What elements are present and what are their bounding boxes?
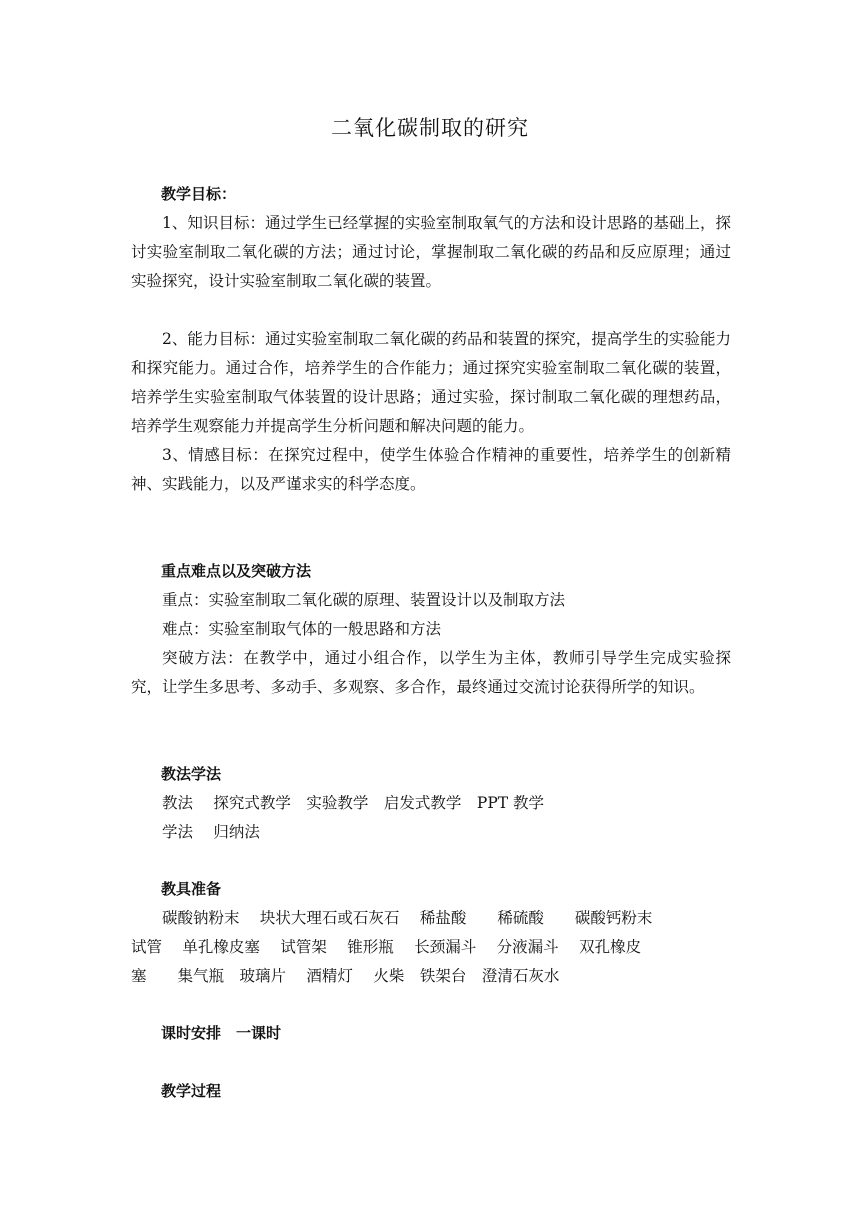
learning-methods: 学法 归纳法	[162, 823, 260, 841]
equipment-line-2: 试管 单孔橡皮塞 试管架 锥形瓶 长颈漏斗 分液漏斗 双孔橡皮	[131, 938, 642, 956]
process-heading: 教学过程	[161, 1082, 222, 1100]
objectives-heading: 教学目标：	[161, 185, 237, 203]
key-points-section	[131, 557, 731, 702]
equipment-line-3: 塞 集气瓶 玻璃片 酒精灯 火柴 铁架台 澄清石灰水	[131, 967, 560, 985]
difficulty-point: 难点：实验室制取气体的一般思路和方法	[162, 620, 442, 638]
equipment-section	[131, 875, 731, 991]
knowledge-objective: 1、知识目标：通过学生已经掌握的实验室制取氧气的方法和设计思路的基础上，探讨实验室制取二氧化碳的方法；通过讨论，掌握制取二氧化碳的药品和反应原理；通过实验探究，设计实验室制取二氧化碳的装置。	[131, 214, 731, 290]
methods-section	[131, 760, 731, 847]
ability-objective: 2、能力目标：通过实验室制取二氧化碳的药品和装置的探究，提高学生的实验能力和探究能力。通过合作，培养学生的合作能力；通过探究实验室制取二氧化碳的装置，培养学生实验室制取气体装置的设计思路；通过实验，探讨制取二氧化碳的理想药品，培养学生观察能力并提高学生分析问题和解决问题的能力。	[131, 330, 731, 435]
process-section	[131, 1077, 731, 1106]
teaching-methods: 教法 探究式教学 实验教学 启发式教学 PPT 教学	[162, 794, 545, 812]
breakthrough-method: 突破方法：在教学中，通过小组合作，以学生为主体，教师引导学生完成实验探究，让学生多思考、多动手、多观察、多合作，最终通过交流讨论获得所学的知识。	[131, 649, 731, 696]
objectives-section	[131, 180, 731, 499]
key-points-heading: 重点难点以及突破方法	[161, 562, 312, 580]
equipment-line-1: 碳酸钠粉末 块状大理石或石灰石 稀盐酸 稀硫酸 碳酸钙粉末	[162, 909, 653, 927]
focus-point: 重点：实验室制取二氧化碳的原理、装置设计以及制取方法	[162, 591, 566, 609]
emotion-objective: 3、情感目标：在探究过程中，使学生体验合作精神的重要性，培养学生的创新精神、实践能力，以及严谨求实的科学态度。	[131, 446, 731, 493]
methods-heading: 教法学法	[161, 765, 222, 783]
document-title: 二氧化碳制取的研究	[331, 116, 529, 140]
schedule-section	[131, 1019, 731, 1048]
schedule-heading: 课时安排 一课时	[161, 1024, 282, 1042]
equipment-heading: 教具准备	[161, 880, 222, 898]
